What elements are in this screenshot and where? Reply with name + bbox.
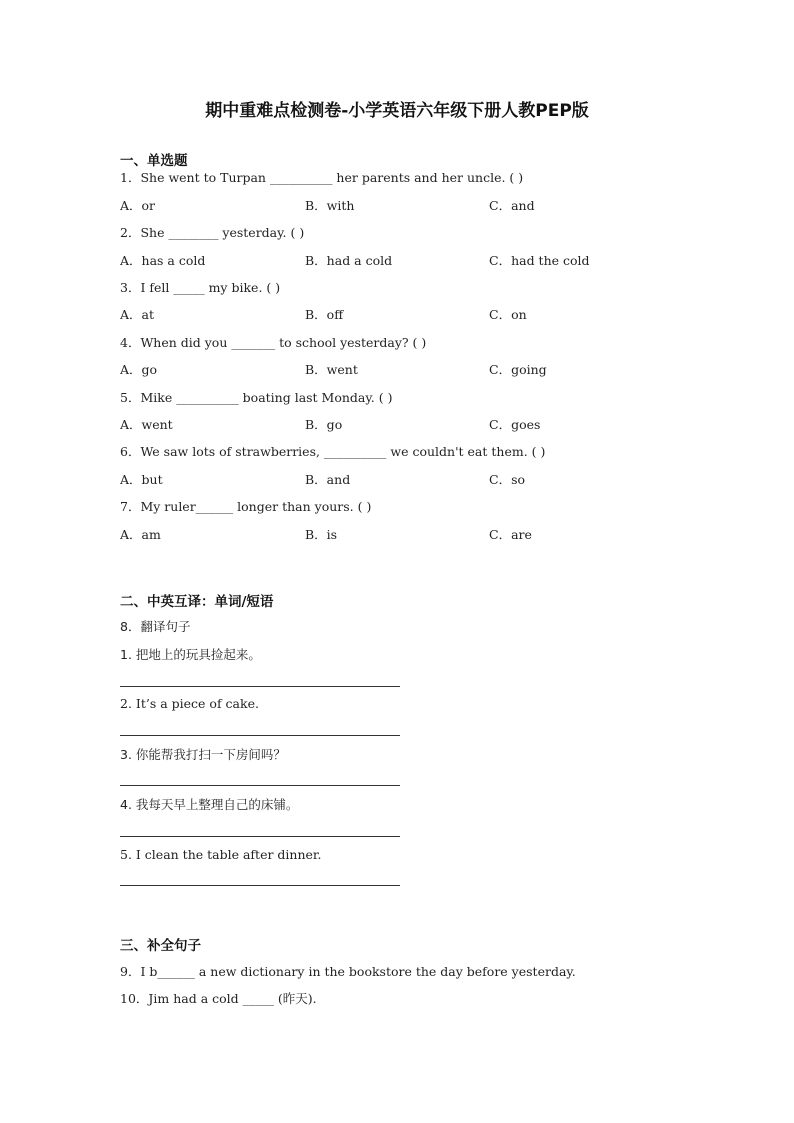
page-title: 期中重难点检测卷-小学英语六年级下册人教PEP版	[205, 101, 589, 121]
option-b: B．is	[305, 527, 338, 542]
option-a: A．has a cold	[120, 253, 206, 268]
translate-item: 4. 我每天早上整理自己的床铺。	[120, 797, 299, 812]
question-stem: 7．My ruler______ longer than yours. ( )	[120, 499, 372, 514]
question-stem: 3．I fell _____ my bike. ( )	[120, 280, 281, 295]
option-a: A．go	[120, 362, 158, 377]
option-b: B．and	[305, 472, 351, 487]
option-c: C．on	[489, 307, 527, 322]
option-c: C．are	[489, 527, 532, 542]
question-stem: 10．Jim had a cold _____ (昨天).	[120, 991, 317, 1006]
option-c: C．had the cold	[489, 253, 590, 268]
question-stem: 6．We saw lots of strawberries, __________ we couldn't eat them. ( )	[120, 444, 546, 459]
section-heading-complete-sentences: 三、补全句子	[120, 938, 201, 954]
option-c: C．goes	[489, 417, 541, 432]
answer-line[interactable]	[120, 836, 400, 837]
answer-line[interactable]	[120, 785, 400, 786]
question-stem: 5．Mike __________ boating last Monday. ( )	[120, 390, 393, 405]
option-c: C．and	[489, 198, 535, 213]
question-stem: 9．I b______ a new dictionary in the bookstore the day before yesterday.	[120, 964, 576, 979]
option-a: A．at	[120, 307, 155, 322]
option-c: C．so	[489, 472, 526, 487]
option-b: B．off	[305, 307, 344, 322]
section-heading-single-choice: 一、单选题	[120, 153, 188, 169]
question-stem: 2．She ________ yesterday. ( )	[120, 225, 305, 240]
answer-line[interactable]	[120, 885, 400, 886]
translate-item: 5. I clean the table after dinner.	[120, 847, 322, 862]
option-a: A．but	[120, 472, 163, 487]
option-a: A．or	[120, 198, 156, 213]
translate-item: 2. It’s a piece of cake.	[120, 696, 259, 711]
option-b: B．went	[305, 362, 358, 377]
answer-line[interactable]	[120, 735, 400, 736]
option-c: C．going	[489, 362, 547, 377]
question-stem: 1．She went to Turpan __________ her parents and her uncle. ( )	[120, 170, 524, 185]
option-b: B．had a cold	[305, 253, 393, 268]
section-heading-translation: 二、中英互译：单词/短语	[120, 594, 274, 610]
option-b: B．with	[305, 198, 355, 213]
option-a: A．went	[120, 417, 173, 432]
option-b: B．go	[305, 417, 343, 432]
translate-item: 3. 你能帮我打扫一下房间吗？	[120, 747, 286, 762]
translate-item: 1. 把地上的玩具捡起来。	[120, 647, 261, 662]
question-stem: 8．翻译句子	[120, 619, 191, 634]
answer-line[interactable]	[120, 686, 400, 687]
option-a: A．am	[120, 527, 161, 542]
question-stem: 4．When did you _______ to school yesterday? ( )	[120, 335, 427, 350]
